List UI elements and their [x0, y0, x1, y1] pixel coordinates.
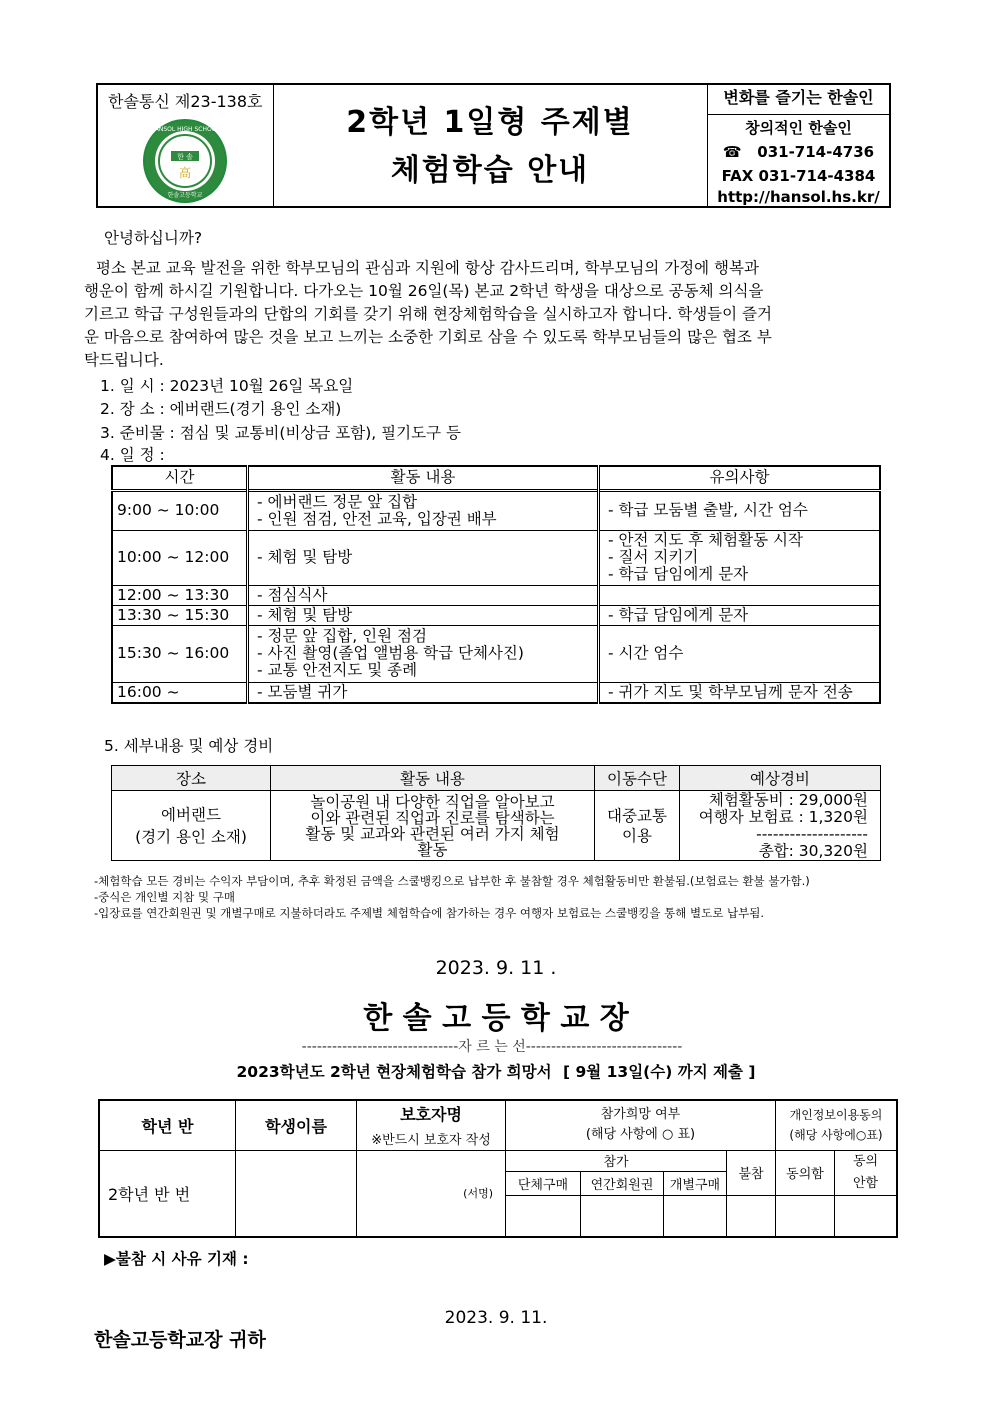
activity-line: - 사진 촬영(졸업 앨범용 학급 단체사진) [257, 644, 524, 662]
column-header: 활동 내용 [271, 766, 595, 791]
place-line: 에버랜드 [161, 805, 221, 824]
place-cell [112, 791, 271, 861]
table-row [112, 791, 881, 861]
header-title-cell [273, 85, 708, 206]
table-row [112, 490, 880, 530]
expense-line: 체험활동비 : 29,000원 [708, 790, 868, 809]
form-deadline: [ 9월 13일(수) 까지 제출 ] [563, 1063, 756, 1081]
table-row [112, 605, 880, 625]
student-name-input[interactable] [236, 1150, 357, 1237]
issue-number: 한솔통신 제23-138호 [108, 92, 263, 111]
title-line-1: 2학년 1일형 주제별 [346, 105, 634, 140]
intro-line: 기르고 학급 구성원들과의 단합의 기회를 갖기 위해 현장체험학습을 실시하고자 합니다. 학생들이 즐거 [84, 305, 772, 323]
table-row [112, 530, 880, 585]
column-header-note: ※반드시 보호자 작성 [371, 1133, 491, 1149]
note-line: - 시간 엄수 [608, 644, 684, 662]
note-line: - 귀가 지도 및 학부모님께 문자 전송 [608, 682, 853, 701]
item-schedule: 4. 일 정 : [100, 446, 165, 464]
intro-line: 운 마음으로 참여하여 많은 것을 보고 느끼는 소중한 기회로 삼을 수 있도록 학부모님들의 많은 협조 부 [84, 328, 772, 346]
greeting: 안녕하십니까? [104, 229, 203, 247]
attend-subheader: 참가 [506, 1150, 727, 1171]
motto-2: 창의적인 한솔인 [745, 119, 852, 137]
note-cell [599, 605, 881, 625]
phone-number: 031-714-4736 [757, 143, 875, 161]
activity-line: - 점심식사 [257, 585, 328, 604]
cut-line: -------------------------------자 르 는 선------------------------------- [301, 1039, 683, 1055]
intro-paragraph [84, 257, 896, 372]
activity-line: 활동 및 교과와 관련된 여러 가지 체험 [305, 824, 560, 843]
note-line: - 학급 담임에게 문자 [608, 605, 749, 624]
svg-text:高: 高 [178, 166, 192, 180]
agree-subheader: 동의함 [776, 1150, 835, 1195]
transport-line: 이용 [622, 826, 652, 845]
phone-row [708, 140, 889, 164]
item-place: 2. 장 소 : 에버랜드(경기 용인 소재) [100, 400, 342, 418]
activity-cell [248, 490, 599, 530]
expense-cell [680, 791, 881, 861]
column-header: 유의사항 [599, 466, 881, 490]
form-title: 2023학년도 2학년 현장체험학습 참가 희망서 [236, 1063, 552, 1081]
svg-text:한솔고등학교: 한솔고등학교 [167, 192, 203, 199]
item-supplies: 3. 준비물 : 점심 및 교통비(비상금 포함), 필기도구 등 [100, 424, 461, 442]
column-header: 학생이름 [236, 1100, 357, 1150]
individual-purchase-checkbox[interactable] [664, 1195, 727, 1237]
intent-header [506, 1100, 776, 1150]
school-seal-icon [143, 119, 227, 203]
intro-line: 행운이 함께 하시길 기원합니다. 다가오는 10월 26일(목) 본교 2학년 학생을 대상으로 공동체 의식을 [84, 282, 764, 300]
option-individual-purchase: 개별구매 [664, 1171, 727, 1195]
privacy-header [776, 1100, 898, 1150]
time-cell: 9:00 ~ 10:00 [112, 490, 248, 530]
time-cell: 12:00 ~ 13:30 [112, 585, 248, 605]
note-line: -체험학습 모든 경비는 수익자 부담이며, 추후 확정된 금액을 스쿨뱅킹으로 납부한 후 불참할 경우 체험활동비만 환불됨.(보험료는 환불 불가함.) [94, 874, 810, 888]
activity-line: - 인원 점검, 안전 교육, 입장권 배부 [257, 509, 497, 528]
activity-line: 활동 [417, 840, 448, 859]
motto-1: 변화를 즐기는 한솔인 [708, 85, 889, 115]
activity-line: - 모둠별 귀가 [257, 682, 348, 701]
activity-cell [271, 791, 595, 861]
time-cell: 13:30 ~ 15:30 [112, 605, 248, 625]
column-header: 활동 내용 [248, 466, 599, 490]
activity-line: - 정문 앞 집합, 인원 점검 [257, 627, 427, 645]
disagree-checkbox[interactable] [835, 1195, 898, 1237]
cost-table [111, 765, 881, 861]
activity-line: - 체험 및 탐방 [257, 605, 353, 624]
table-subheader-row [99, 1150, 897, 1171]
expense-line: 여행자 보험료 : 1,320원 [698, 807, 868, 826]
svg-text:HANSOL HIGH SCHOOL: HANSOL HIGH SCHOOL [150, 126, 220, 133]
svg-text:한 솔: 한 솔 [177, 153, 193, 161]
item-date: 1. 일 시 : 2023년 10월 26일 목요일 [100, 377, 354, 395]
disagree-line: 동의 [852, 1153, 879, 1169]
header-contact-cell [708, 85, 889, 206]
note-cell [599, 585, 881, 605]
fax-number: FAX 031-714-4384 [721, 167, 876, 185]
header-logo-cell [98, 85, 274, 206]
activity-line: - 에버랜드 정문 앞 집합 [257, 492, 418, 511]
agree-checkbox[interactable] [776, 1195, 835, 1237]
letter-header [96, 83, 891, 208]
note-cell [599, 530, 881, 585]
column-header: 이동수단 [595, 766, 680, 791]
column-header: 시간 [112, 466, 248, 490]
phone-icon: ☎ [722, 143, 742, 161]
table-row [112, 585, 880, 605]
column-header: 학년 반 [99, 1100, 236, 1150]
note-line: - 질서 지키기 [608, 548, 699, 566]
time-cell: 10:00 ~ 12:00 [112, 530, 248, 585]
table-header-row [99, 1100, 897, 1150]
note-line: - 학급 담임에게 문자 [608, 565, 749, 583]
disagree-subheader [835, 1150, 898, 1195]
note-line: - 안전 지도 후 체험활동 시작 [608, 531, 803, 549]
annual-pass-checkbox[interactable] [581, 1195, 664, 1237]
table-row [112, 625, 880, 682]
column-header: 보호자명 [400, 1105, 462, 1125]
table-header-row [112, 466, 880, 490]
grade-input[interactable]: 2학년 반 번 [99, 1150, 236, 1237]
disagree-line: 안함 [852, 1175, 879, 1191]
guardian-header [357, 1100, 506, 1150]
activity-cell [248, 530, 599, 585]
absence-reason-label: ▶불참 시 사유 기재 : [104, 1250, 249, 1268]
activity-line: 놀이공원 내 다양한 직업을 알아보고 [310, 792, 555, 811]
group-purchase-checkbox[interactable] [506, 1195, 581, 1237]
column-header: 참가희망 여부 [600, 1107, 681, 1123]
issue-date: 2023. 9. 11 . [435, 957, 557, 979]
absent-checkbox[interactable] [727, 1195, 776, 1237]
section-5-title: 5. 세부내용 및 예상 경비 [104, 737, 274, 755]
activity-line: - 체험 및 탐방 [257, 548, 353, 566]
activity-line: 이와 관련된 직업과 진로를 탐색하는 [310, 808, 555, 827]
transport-cell [595, 791, 680, 861]
time-cell: 16:00 ~ [112, 682, 248, 703]
intro-line: 평소 본교 교육 발전을 위한 학부모님의 관심과 지원에 항상 감사드리며, 학부모님의 가정에 행복과 [96, 259, 759, 277]
activity-cell [248, 625, 599, 682]
title-line-2: 체험학습 안내 [390, 153, 590, 188]
option-group-purchase: 단체구매 [506, 1171, 581, 1195]
activity-line: - 교통 안전지도 및 종례 [257, 661, 418, 679]
activity-cell [248, 682, 599, 703]
form-title-row [0, 1060, 992, 1082]
column-header-note: (해당 사항에○표) [789, 1128, 883, 1143]
note-cell [599, 490, 881, 530]
column-header: 개인정보이용동의 [789, 1108, 883, 1123]
schedule-table [111, 465, 881, 704]
table-header-row [112, 766, 881, 791]
note-cell [599, 625, 881, 682]
note-line: -중식은 개인별 지참 및 구매 [94, 890, 235, 904]
addressee: 한솔고등학교장 귀하 [94, 1329, 266, 1351]
website-link[interactable]: http://hansol.hs.kr/ [717, 188, 880, 206]
activity-cell [248, 585, 599, 605]
note-line: - 학급 모둠별 출발, 시간 엄수 [608, 501, 808, 519]
place-line: (경기 용인 소재) [135, 827, 247, 846]
form-date: 2023. 9. 11. [444, 1308, 548, 1328]
column-header: 장소 [112, 766, 271, 791]
time-cell: 15:30 ~ 16:00 [112, 625, 248, 682]
expense-divider: -------------------- [756, 825, 868, 843]
activity-cell [248, 605, 599, 625]
note-line: -입장료를 연간회원권 및 개별구매로 지불하더라도 주제별 체험학습에 참가하는 경우 여행자 보험료는 스쿨뱅킹을 통해 별도로 납부됨. [94, 906, 764, 920]
column-header-note: (해당 사항에 ○ 표) [585, 1127, 696, 1143]
principal-name: 한 솔 고 등 학 교 장 [363, 1001, 629, 1036]
option-annual-pass: 연간회원권 [581, 1171, 664, 1195]
note-cell [599, 682, 881, 703]
absent-subheader: 불참 [727, 1150, 776, 1195]
table-row [112, 682, 880, 703]
intro-line: 탁드립니다. [84, 351, 164, 369]
expense-total: 총합: 30,320원 [758, 841, 868, 860]
application-form-table [98, 1099, 898, 1238]
guardian-sign-input[interactable]: (서명) [357, 1150, 506, 1237]
column-header: 예상경비 [680, 766, 881, 791]
transport-line: 대중교통 [607, 806, 667, 825]
